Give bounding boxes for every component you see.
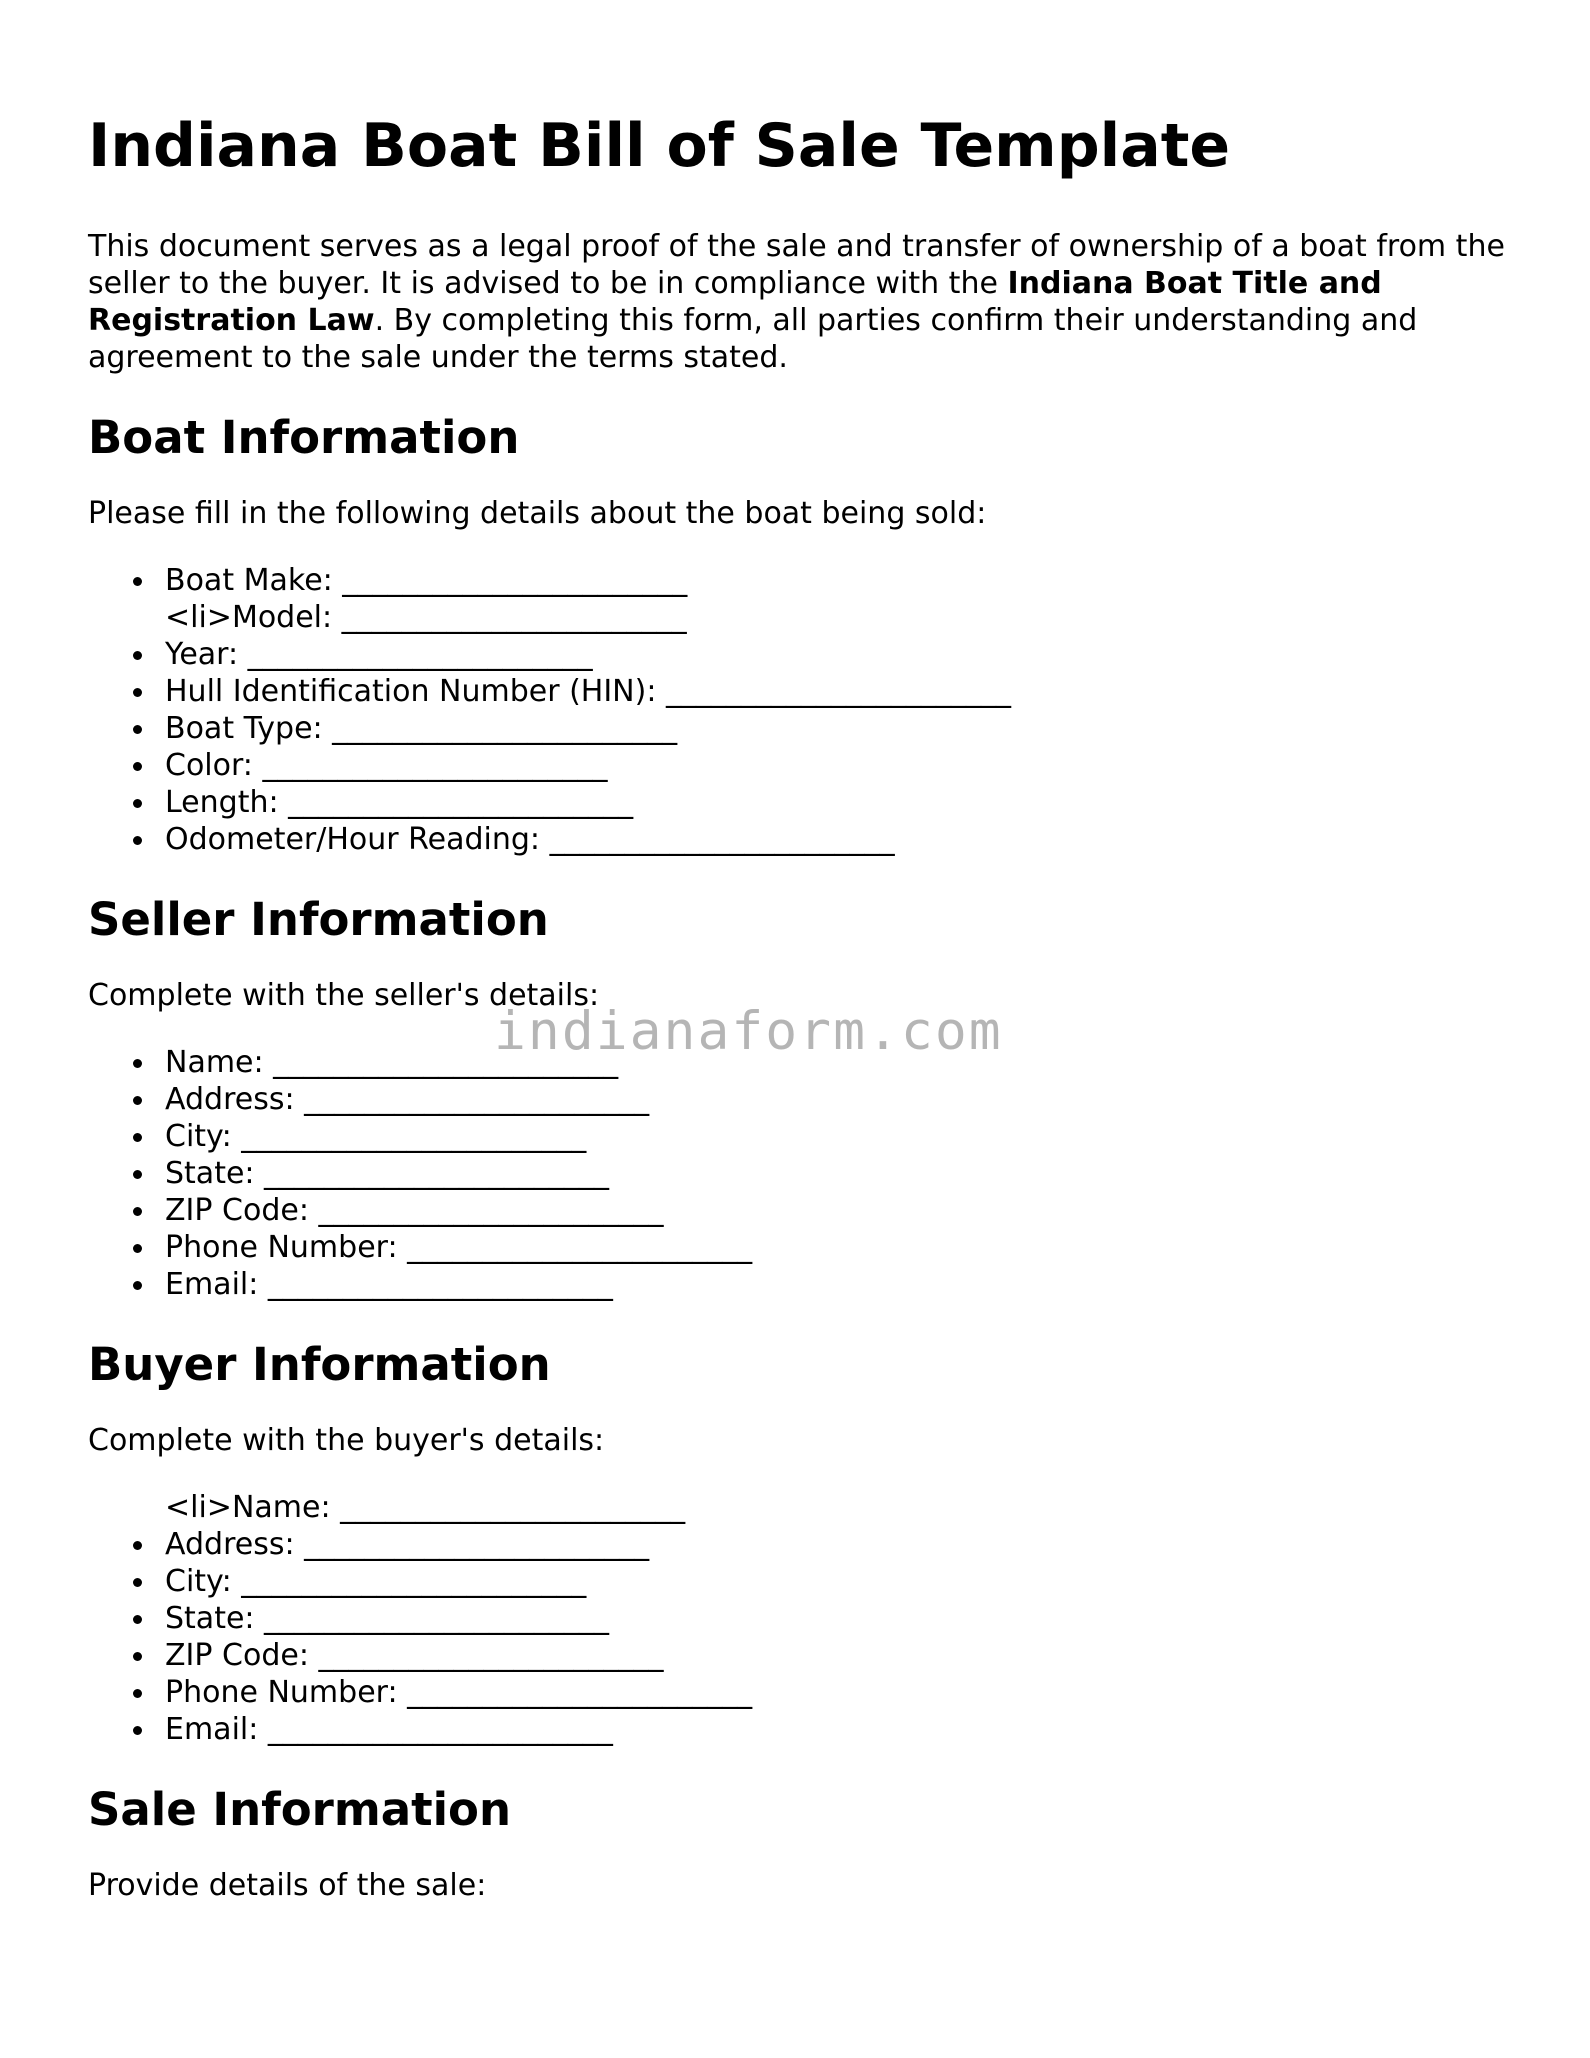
- buyer-name-field: <li>Name: _______________________: [165, 1490, 686, 1525]
- intro-paragraph: [88, 228, 1508, 376]
- seller-information-heading: Seller Information: [88, 893, 549, 946]
- boat-information-section: [88, 411, 1508, 858]
- buyer-email-field: Email: _______________________: [88, 1711, 1508, 1748]
- boat-information-heading: Boat Information: [88, 411, 520, 464]
- boat-make-field: Boat Make: _______________________: [88, 562, 1508, 599]
- seller-city-field: City: _______________________: [88, 1118, 1508, 1155]
- intro-text-end: . By completing this form, all parties confirm their understanding and agreement to the sale under the terms stated.: [88, 303, 1418, 375]
- buyer-fields-list: [88, 1489, 1508, 1748]
- intro-text-start: This document serves as a legal proof of the sale and transfer of ownership of a boat from the seller to the buyer. It is advised to be in compliance with the: [88, 229, 1505, 301]
- boat-information-lead: Please fill in the following details about the boat being sold:: [88, 496, 987, 531]
- document-page: [88, 0, 1508, 1904]
- buyer-information-lead: Complete with the buyer's details:: [88, 1423, 605, 1458]
- buyer-phone-field: Phone Number: _______________________: [88, 1674, 1508, 1711]
- seller-information-lead: Complete with the seller's details:: [88, 978, 600, 1013]
- seller-address-field: Address: _______________________: [88, 1081, 1508, 1118]
- boat-hin-field: Hull Identification Number (HIN): _______________________: [88, 673, 1508, 710]
- seller-name-field: Name: _______________________: [88, 1044, 1508, 1081]
- boat-fields-list: [88, 562, 1508, 858]
- sale-information-heading: Sale Information: [88, 1783, 511, 1836]
- boat-color-field: Color: _______________________: [88, 747, 1508, 784]
- seller-information-section: [88, 893, 1508, 1303]
- seller-fields-list: [88, 1044, 1508, 1303]
- seller-phone-field: Phone Number: _______________________: [88, 1229, 1508, 1266]
- sale-information-lead: Provide details of the sale:: [88, 1868, 487, 1903]
- buyer-zip-field: ZIP Code: _______________________: [88, 1637, 1508, 1674]
- seller-state-field: State: _______________________: [88, 1155, 1508, 1192]
- buyer-city-field: City: _______________________: [88, 1563, 1508, 1600]
- buyer-address-field: Address: _______________________: [88, 1526, 1508, 1563]
- buyer-state-field: State: _______________________: [88, 1600, 1508, 1637]
- boat-model-field: <li>Model: _______________________: [165, 600, 687, 635]
- boat-odometer-field: Odometer/Hour Reading: _______________________: [88, 821, 1508, 858]
- page-title: Indiana Boat Bill of Sale Template: [88, 111, 1231, 181]
- boat-type-field: Boat Type: _______________________: [88, 710, 1508, 747]
- boat-year-field: Year: _______________________: [88, 636, 1508, 673]
- boat-length-field: Length: _______________________: [88, 784, 1508, 821]
- seller-zip-field: ZIP Code: _______________________: [88, 1192, 1508, 1229]
- buyer-information-heading: Buyer Information: [88, 1338, 551, 1391]
- sale-information-section: [88, 1783, 1508, 1904]
- watermark-text: indianaform.com: [494, 1001, 1003, 1062]
- seller-email-field: Email: _______________________: [88, 1266, 1508, 1303]
- intro-law-name: Indiana Boat Title and Registration Law: [88, 266, 1382, 338]
- buyer-information-section: [88, 1338, 1508, 1748]
